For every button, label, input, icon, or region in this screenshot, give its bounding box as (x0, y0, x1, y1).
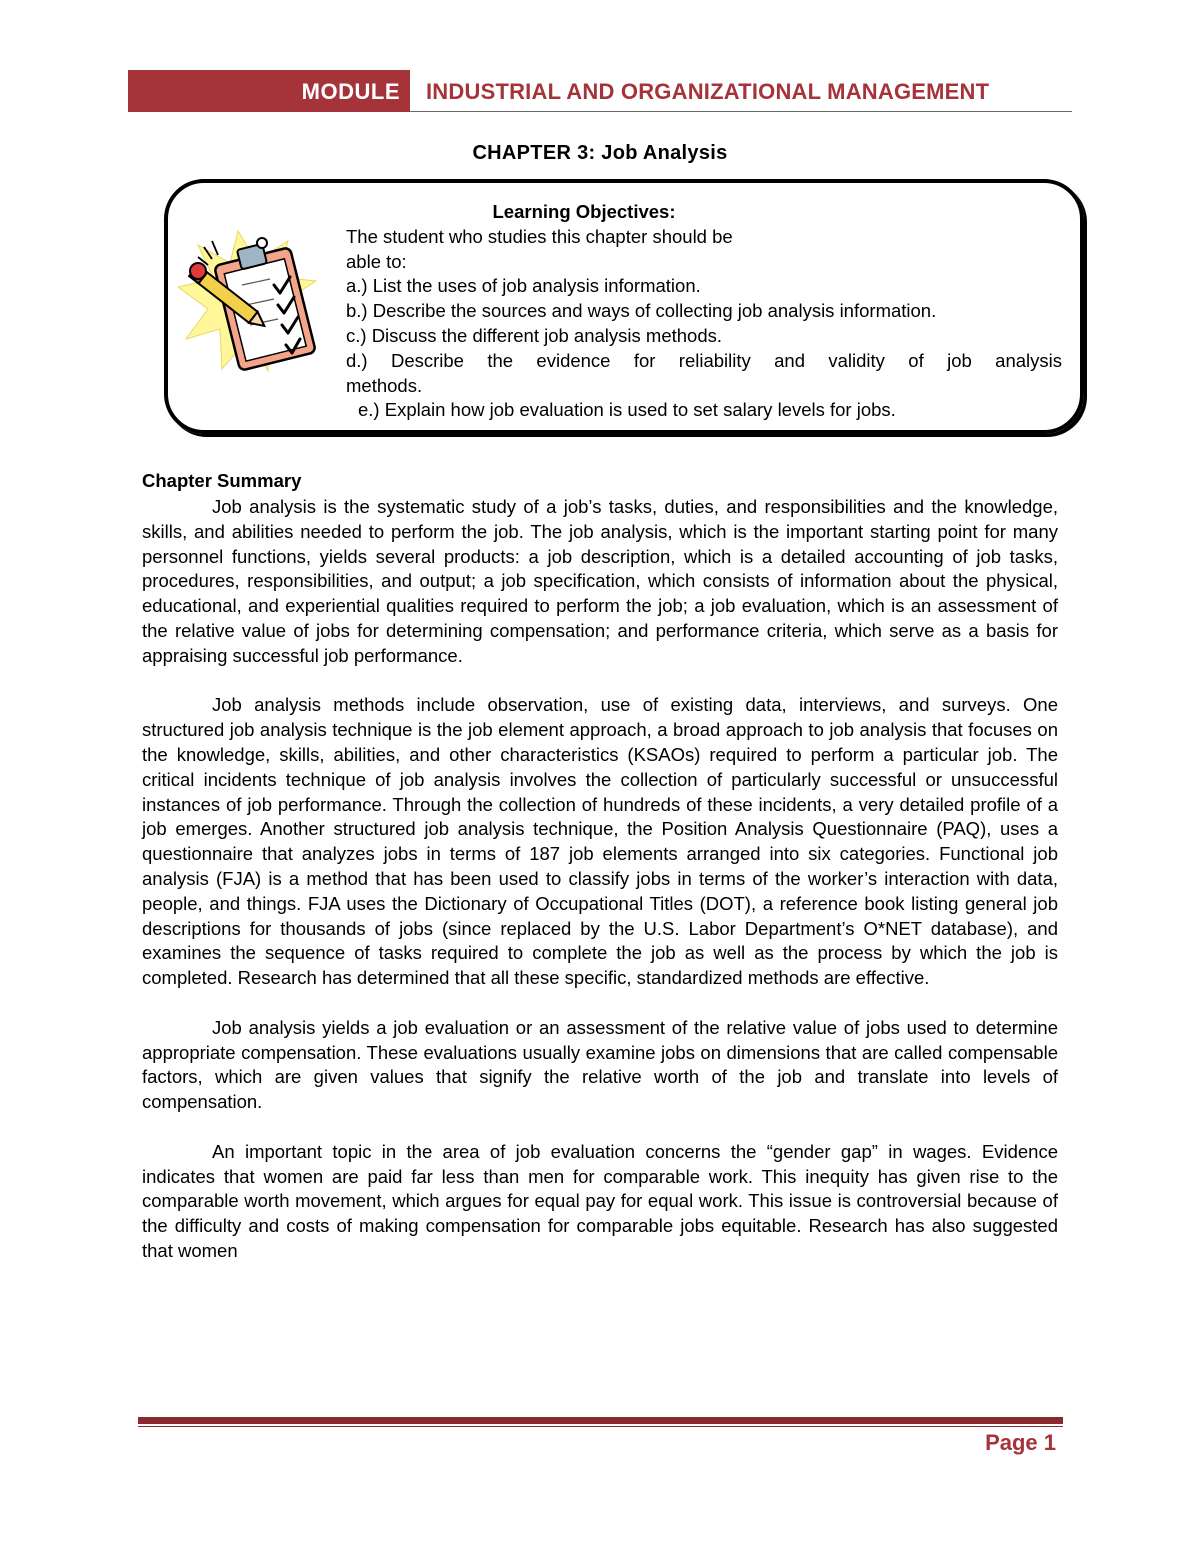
header-divider (410, 111, 1072, 112)
summary-paragraph: An important topic in the area of job evaluation concerns the “gender gap” in wages. Evidence indicates that women are paid far less than men for comparable work. This inequity has given rise to the comparable worth movement, which argues for equal pay for equal work. This issue is controversial because of the difficulty and costs of making compensation for comparable jobs equitable. Research has also suggested that women (142, 1140, 1058, 1261)
objective-item: e.) Explain how job evaluation is used to set salary levels for jobs. (358, 399, 896, 421)
objective-item: a.) List the uses of job analysis information. (346, 275, 701, 297)
footer-divider (138, 1417, 1063, 1424)
summary-heading: Chapter Summary (142, 470, 302, 491)
module-title: INDUSTRIAL AND ORGANIZATIONAL MANAGEMENT (426, 79, 990, 104)
module-label: MODULE (128, 70, 410, 112)
summary-paragraph: Job analysis is the systematic study of a job’s tasks, duties, and responsibilities and the knowledge, skills, and abilities needed to perform the job. The job analysis, which is the important starting point for many personnel functions, yields several products: a job description, which is a detailed accounting of job tasks, procedures, responsibilities, and output; a job specification, which consists of information about the physical, educational, and experiential qualities required to perform the job; a job evaluation, which is an assessment of the relative value of jobs for determining compensation; and performance criteria, which serve as a basis for appraising successful job performance. (142, 496, 1058, 666)
objectives-intro: able to: (346, 250, 407, 272)
page-number: Page 1 (985, 1430, 1056, 1455)
module-header (128, 70, 1072, 114)
summary-paragraph: Job analysis methods include observation, use of existing data, interviews, and surveys. One structured job analysis technique is the job element approach, a broad approach to job analysis that focuses on the knowledge, skills, abilities, and other characteristics (KSAOs) required to perform a particular job. The critical incidents technique of job analysis involves the collection of particularly successful or unsuccessful instances of job performance. Through the collection of hundreds of these incidents, a very detailed profile of a job emerges. Another structured job analysis technique, the Position Analysis Questionnaire (PAQ), uses a questionnaire that analyzes jobs in terms of 187 job elements arranged into six categories. Functional job analysis (FJA) is a method that has been used to classify jobs in terms of the worker’s interaction with data, people, and things. FJA uses the Dictionary of Occupational Titles (DOT), a reference book listing general job descriptions for thousands of jobs (since replaced by the U.S. Labor Department’s O*NET database), and examines the sequence of tasks required to complete the job as well as the process by which the job is completed. Research has determined that all these specific, standardized methods are effective. (142, 694, 1058, 989)
objective-item: b.) Describe the sources and ways of collecting job analysis information. (346, 300, 937, 322)
summary-paragraph: Job analysis yields a job evaluation or an assessment of the relative value of jobs used to determine appropriate compensation. These evaluations usually examine jobs on dimensions that are called compensable factors, which are given values that signify the relative worth of the job and translate into levels of compensation. (142, 1016, 1058, 1113)
objectives-intro: The student who studies this chapter should be (346, 225, 733, 247)
objectives-text (346, 200, 1062, 423)
objective-item: methods. (346, 374, 423, 396)
clipboard-checklist-icon (178, 221, 320, 381)
objective-item: c.) Discuss the different job analysis methods. (346, 324, 722, 346)
learning-objectives-box (164, 179, 1084, 434)
objectives-heading: Learning Objectives: (492, 201, 676, 222)
footer-divider-thin (138, 1426, 1063, 1427)
chapter-summary (142, 495, 1058, 1289)
objective-item: d.) Describe the evidence for reliability and validity of job analysis (346, 349, 1062, 371)
chapter-title: CHAPTER 3: Job Analysis (472, 142, 728, 164)
